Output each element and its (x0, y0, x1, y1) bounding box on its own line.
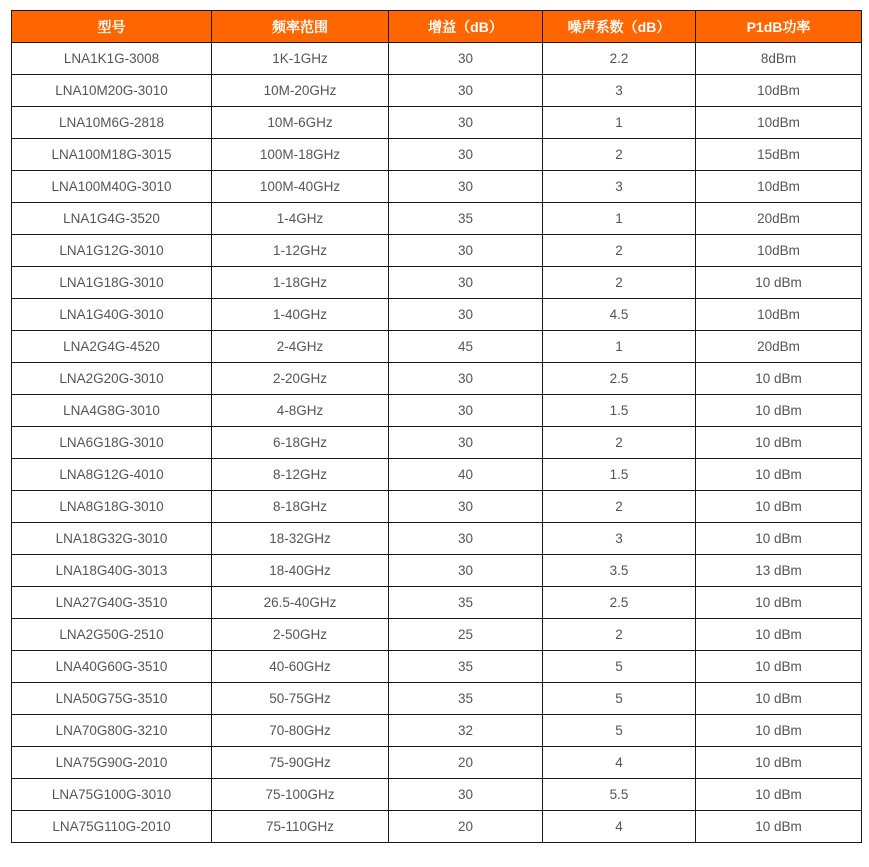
cell-frequency-range: 4-8GHz (212, 395, 389, 427)
cell-noise-figure: 3.5 (543, 555, 696, 587)
cell-noise-figure: 2.5 (543, 363, 696, 395)
table-row (12, 555, 862, 587)
cell-frequency-range: 70-80GHz (212, 715, 389, 747)
cell-gain: 30 (389, 299, 543, 331)
header-gain: 增益（dB） (389, 11, 543, 43)
cell-p1db-power: 10dBm (696, 299, 862, 331)
cell-frequency-range: 1-12GHz (212, 235, 389, 267)
table-body (12, 43, 862, 843)
cell-model: LNA10M20G-3010 (12, 75, 212, 107)
cell-frequency-range: 75-100GHz (212, 779, 389, 811)
cell-model: LNA18G40G-3013 (12, 555, 212, 587)
cell-model: LNA100M18G-3015 (12, 139, 212, 171)
cell-model: LNA8G18G-3010 (12, 491, 212, 523)
cell-model: LNA4G8G-3010 (12, 395, 212, 427)
cell-gain: 35 (389, 203, 543, 235)
cell-noise-figure: 3 (543, 523, 696, 555)
cell-p1db-power: 15dBm (696, 139, 862, 171)
cell-p1db-power: 10 dBm (696, 715, 862, 747)
cell-model: LNA50G75G-3510 (12, 683, 212, 715)
cell-model: LNA1G18G-3010 (12, 267, 212, 299)
header-p1db-power: P1dB功率 (696, 11, 862, 43)
table-header (12, 11, 862, 43)
cell-model: LNA40G60G-3510 (12, 651, 212, 683)
cell-p1db-power: 10 dBm (696, 523, 862, 555)
table-row (12, 651, 862, 683)
cell-model: LNA75G100G-3010 (12, 779, 212, 811)
cell-noise-figure: 2 (543, 619, 696, 651)
cell-p1db-power: 10 dBm (696, 587, 862, 619)
table-row (12, 523, 862, 555)
cell-frequency-range: 10M-20GHz (212, 75, 389, 107)
cell-gain: 30 (389, 491, 543, 523)
cell-frequency-range: 2-20GHz (212, 363, 389, 395)
table-row (12, 747, 862, 779)
cell-frequency-range: 75-90GHz (212, 747, 389, 779)
cell-p1db-power: 10 dBm (696, 651, 862, 683)
cell-noise-figure: 1 (543, 107, 696, 139)
header-model: 型号 (12, 11, 212, 43)
cell-noise-figure: 2 (543, 267, 696, 299)
cell-noise-figure: 3 (543, 75, 696, 107)
cell-p1db-power: 10dBm (696, 171, 862, 203)
table-row (12, 107, 862, 139)
cell-frequency-range: 1-4GHz (212, 203, 389, 235)
cell-model: LNA27G40G-3510 (12, 587, 212, 619)
table-row (12, 75, 862, 107)
cell-p1db-power: 10dBm (696, 235, 862, 267)
table-row (12, 139, 862, 171)
table-row (12, 203, 862, 235)
header-row (12, 11, 862, 43)
cell-model: LNA1G40G-3010 (12, 299, 212, 331)
cell-p1db-power: 10 dBm (696, 747, 862, 779)
cell-gain: 45 (389, 331, 543, 363)
cell-noise-figure: 2.5 (543, 587, 696, 619)
table-row (12, 171, 862, 203)
cell-noise-figure: 4.5 (543, 299, 696, 331)
cell-model: LNA8G12G-4010 (12, 459, 212, 491)
cell-frequency-range: 1-18GHz (212, 267, 389, 299)
table-row (12, 459, 862, 491)
cell-model: LNA1K1G-3008 (12, 43, 212, 75)
cell-p1db-power: 10 dBm (696, 811, 862, 843)
table-row (12, 811, 862, 843)
lna-spec-table (11, 10, 862, 843)
table-row (12, 395, 862, 427)
table-row (12, 619, 862, 651)
cell-gain: 35 (389, 587, 543, 619)
cell-p1db-power: 10 dBm (696, 683, 862, 715)
cell-gain: 32 (389, 715, 543, 747)
cell-gain: 30 (389, 779, 543, 811)
table-row (12, 331, 862, 363)
table-row (12, 427, 862, 459)
cell-gain: 30 (389, 235, 543, 267)
table-row (12, 683, 862, 715)
cell-frequency-range: 50-75GHz (212, 683, 389, 715)
cell-frequency-range: 40-60GHz (212, 651, 389, 683)
table-row (12, 267, 862, 299)
cell-gain: 30 (389, 523, 543, 555)
cell-frequency-range: 10M-6GHz (212, 107, 389, 139)
cell-model: LNA2G20G-3010 (12, 363, 212, 395)
spec-table-container (11, 10, 861, 843)
cell-model: LNA70G80G-3210 (12, 715, 212, 747)
cell-gain: 30 (389, 363, 543, 395)
cell-noise-figure: 1 (543, 203, 696, 235)
cell-model: LNA100M40G-3010 (12, 171, 212, 203)
cell-p1db-power: 10dBm (696, 75, 862, 107)
table-row (12, 715, 862, 747)
cell-noise-figure: 1.5 (543, 395, 696, 427)
cell-gain: 35 (389, 651, 543, 683)
table-row (12, 587, 862, 619)
cell-p1db-power: 10 dBm (696, 491, 862, 523)
cell-model: LNA2G50G-2510 (12, 619, 212, 651)
cell-model: LNA2G4G-4520 (12, 331, 212, 363)
cell-frequency-range: 1-40GHz (212, 299, 389, 331)
cell-model: LNA75G110G-2010 (12, 811, 212, 843)
cell-frequency-range: 26.5-40GHz (212, 587, 389, 619)
cell-gain: 30 (389, 427, 543, 459)
cell-noise-figure: 3 (543, 171, 696, 203)
cell-noise-figure: 2 (543, 235, 696, 267)
cell-gain: 40 (389, 459, 543, 491)
cell-frequency-range: 1K-1GHz (212, 43, 389, 75)
cell-gain: 30 (389, 75, 543, 107)
cell-gain: 30 (389, 395, 543, 427)
cell-gain: 30 (389, 267, 543, 299)
cell-gain: 25 (389, 619, 543, 651)
cell-p1db-power: 10dBm (696, 107, 862, 139)
cell-p1db-power: 10 dBm (696, 267, 862, 299)
cell-noise-figure: 2 (543, 491, 696, 523)
cell-noise-figure: 5 (543, 651, 696, 683)
cell-model: LNA10M6G-2818 (12, 107, 212, 139)
cell-model: LNA1G12G-3010 (12, 235, 212, 267)
cell-noise-figure: 4 (543, 747, 696, 779)
cell-noise-figure: 5 (543, 683, 696, 715)
table-row (12, 779, 862, 811)
cell-frequency-range: 2-50GHz (212, 619, 389, 651)
cell-p1db-power: 10 dBm (696, 619, 862, 651)
cell-gain: 30 (389, 43, 543, 75)
cell-p1db-power: 10 dBm (696, 395, 862, 427)
cell-frequency-range: 100M-40GHz (212, 171, 389, 203)
cell-gain: 20 (389, 811, 543, 843)
cell-model: LNA18G32G-3010 (12, 523, 212, 555)
cell-p1db-power: 8dBm (696, 43, 862, 75)
cell-p1db-power: 10 dBm (696, 459, 862, 491)
cell-noise-figure: 2.2 (543, 43, 696, 75)
cell-p1db-power: 10 dBm (696, 363, 862, 395)
cell-model: LNA1G4G-3520 (12, 203, 212, 235)
table-row (12, 43, 862, 75)
cell-p1db-power: 20dBm (696, 331, 862, 363)
cell-frequency-range: 2-4GHz (212, 331, 389, 363)
header-noise-figure: 噪声系数（dB） (543, 11, 696, 43)
cell-frequency-range: 18-32GHz (212, 523, 389, 555)
cell-noise-figure: 5 (543, 715, 696, 747)
cell-gain: 30 (389, 171, 543, 203)
cell-frequency-range: 8-18GHz (212, 491, 389, 523)
cell-noise-figure: 1 (543, 331, 696, 363)
cell-gain: 30 (389, 107, 543, 139)
table-row (12, 235, 862, 267)
cell-noise-figure: 1.5 (543, 459, 696, 491)
cell-noise-figure: 5.5 (543, 779, 696, 811)
cell-p1db-power: 13 dBm (696, 555, 862, 587)
cell-frequency-range: 100M-18GHz (212, 139, 389, 171)
cell-gain: 35 (389, 683, 543, 715)
cell-gain: 30 (389, 139, 543, 171)
cell-p1db-power: 20dBm (696, 203, 862, 235)
table-row (12, 299, 862, 331)
cell-noise-figure: 2 (543, 427, 696, 459)
cell-p1db-power: 10 dBm (696, 427, 862, 459)
cell-model: LNA6G18G-3010 (12, 427, 212, 459)
cell-gain: 20 (389, 747, 543, 779)
cell-frequency-range: 6-18GHz (212, 427, 389, 459)
cell-p1db-power: 10 dBm (696, 779, 862, 811)
cell-noise-figure: 4 (543, 811, 696, 843)
header-frequency-range: 频率范围 (212, 11, 389, 43)
cell-frequency-range: 75-110GHz (212, 811, 389, 843)
table-row (12, 363, 862, 395)
cell-frequency-range: 8-12GHz (212, 459, 389, 491)
cell-frequency-range: 18-40GHz (212, 555, 389, 587)
cell-gain: 30 (389, 555, 543, 587)
cell-noise-figure: 2 (543, 139, 696, 171)
cell-model: LNA75G90G-2010 (12, 747, 212, 779)
table-row (12, 491, 862, 523)
